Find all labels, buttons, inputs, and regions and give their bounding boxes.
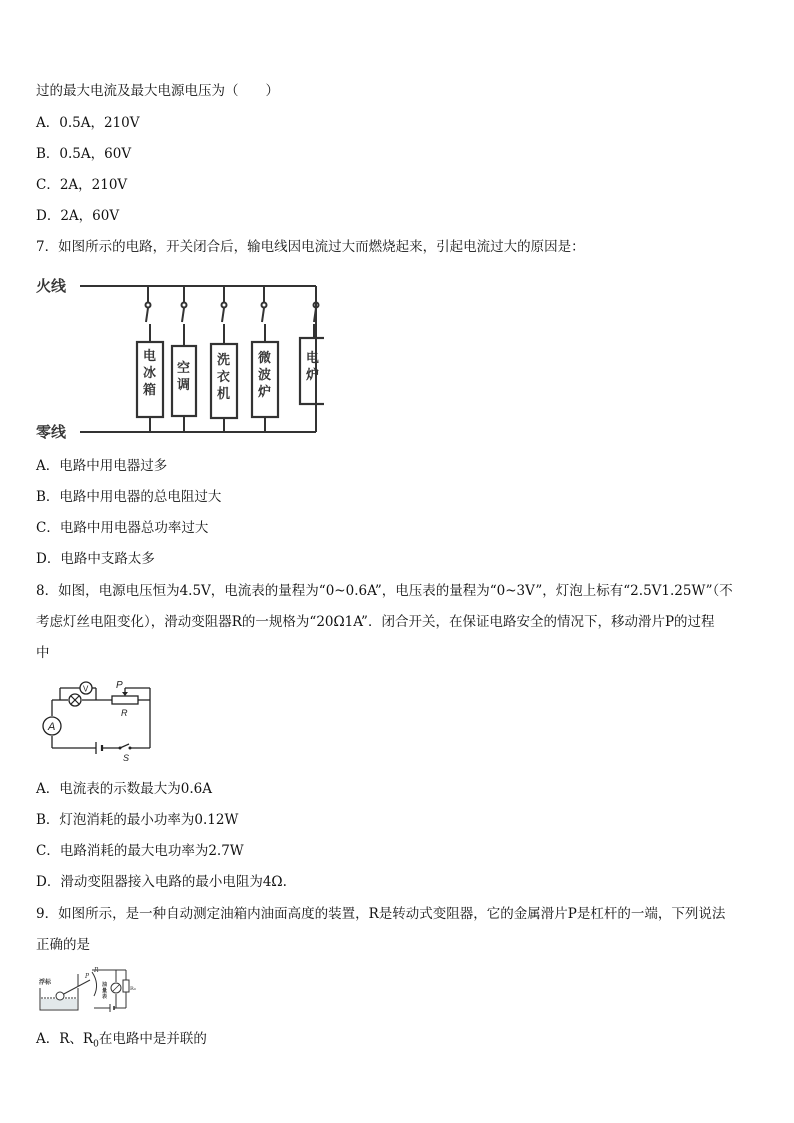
appliance-label-char: 箱	[143, 383, 157, 398]
q7-option-c: C．电路中用电器总功率过大	[36, 520, 209, 536]
appliance-label-refrigerator	[143, 348, 156, 398]
oil-fill	[41, 999, 77, 1009]
appliance-label-char: 微	[258, 351, 272, 366]
q9-option-a	[36, 1030, 207, 1054]
q8-option-a: A．电流表的示数最大为0.6A	[36, 781, 212, 797]
switch-blade	[146, 308, 148, 322]
q6-option-c: C．2A，210V	[36, 177, 128, 193]
q9-oil-gauge-figure	[38, 964, 142, 1016]
q9-stem-line-1: 9．如图所示，是一种自动测定油箱内油面高度的装置，R是转动式变阻器，它的金属滑片P是杠杆的一端，下列说法	[36, 906, 726, 922]
q7-option-d: D．电路中支路太多	[36, 551, 155, 567]
q8-stem-line-1: 8．如图，电源电压恒为4.5V，电流表的量程为“0~0.6A”，电压表的量程为“0~3V”，灯泡上标有“2.5V1.25W”（不	[36, 583, 733, 599]
appliance-label-char: 炉	[306, 368, 320, 383]
float-icon	[56, 992, 64, 1000]
q8-stem-line-3: 中	[36, 645, 50, 661]
oil-meter-label-char: 表	[102, 994, 108, 1000]
q9-option-a-subscript: 0	[93, 1039, 99, 1050]
q6-stem-tail: 过的最大电流及最大电源电压为（ ）	[36, 83, 279, 99]
appliance-label-char: 衣	[217, 370, 231, 385]
q9-option-a-suffix: 在电路中是并联的	[98, 1031, 207, 1047]
appliance-label-char: 空	[177, 361, 191, 376]
appliance-label-char: 冰	[143, 366, 157, 381]
q7-stem: 7．如图所示的电路，开关闭合后，输电线因电流过大而燃烧起来，引起电流过大的原因是：	[36, 239, 585, 255]
oil-meter-label-char: 量	[102, 988, 108, 994]
q8-circuit-figure	[38, 676, 158, 764]
branch-air-conditioner	[172, 286, 196, 432]
float-label: 浮标	[39, 979, 52, 986]
q7-household-circuit-figure	[34, 272, 324, 442]
q7-option-b: B．电路中用电器的总电阻过大	[36, 489, 222, 505]
q9-stem-line-2: 正确的是	[36, 937, 90, 953]
rheostat-box	[112, 696, 138, 704]
slider-label: P	[116, 680, 123, 691]
q8-option-c: C．电路消耗的最大电功率为2.7W	[36, 843, 244, 859]
rheostat-label: R	[94, 967, 99, 974]
q6-option-d: D．2A，60V	[36, 208, 120, 224]
switch-label: S	[123, 753, 130, 763]
appliance-label-char: 电	[306, 351, 320, 366]
q8-stem-line-2: 考虑灯丝电阻变化），滑动变阻器R的一规格为“20Ω1A”．闭合开关，在保证电路安全的情况下，移动滑片P的过程	[36, 614, 715, 630]
branch-electric-stove	[300, 286, 324, 404]
appliance-label-char: 炉	[258, 385, 272, 400]
appliance-label-air-conditioner	[177, 360, 190, 393]
q9-option-a-prefix: A．R、R	[36, 1031, 94, 1047]
svg-text:A: A	[48, 721, 56, 733]
oil-meter-label-char: 油	[102, 982, 108, 988]
appliance-label-char: 电	[143, 349, 157, 364]
q8-option-b: B．灯泡消耗的最小功率为0.12W	[36, 812, 239, 828]
svg-text:V: V	[83, 684, 89, 694]
q6-option-a: A．0.5A，210V	[36, 115, 140, 131]
appliance-label-washing-machine	[217, 352, 230, 402]
appliance-label-microwave	[257, 350, 271, 400]
slider-label: P	[85, 973, 90, 980]
oil-meter-label	[102, 981, 107, 1000]
appliance-label-char: 波	[258, 368, 272, 383]
q8-option-d: D．滑动变阻器接入电路的最小电阻为4Ω.	[36, 874, 287, 890]
appliance-label-char: 机	[217, 387, 231, 402]
q7-option-a: A．电路中用电器过多	[36, 458, 168, 474]
appliance-label-char: 调	[177, 378, 191, 393]
neutral-wire-label: 零线	[36, 423, 67, 441]
rheostat-label: R	[121, 708, 128, 718]
live-wire-label: 火线	[36, 277, 67, 295]
q6-option-b: B．0.5A，60V	[36, 146, 132, 162]
appliance-label-char: 洗	[217, 353, 231, 368]
resistor-r0-box	[123, 980, 129, 992]
resistor-r0-label: R₀	[130, 986, 136, 992]
